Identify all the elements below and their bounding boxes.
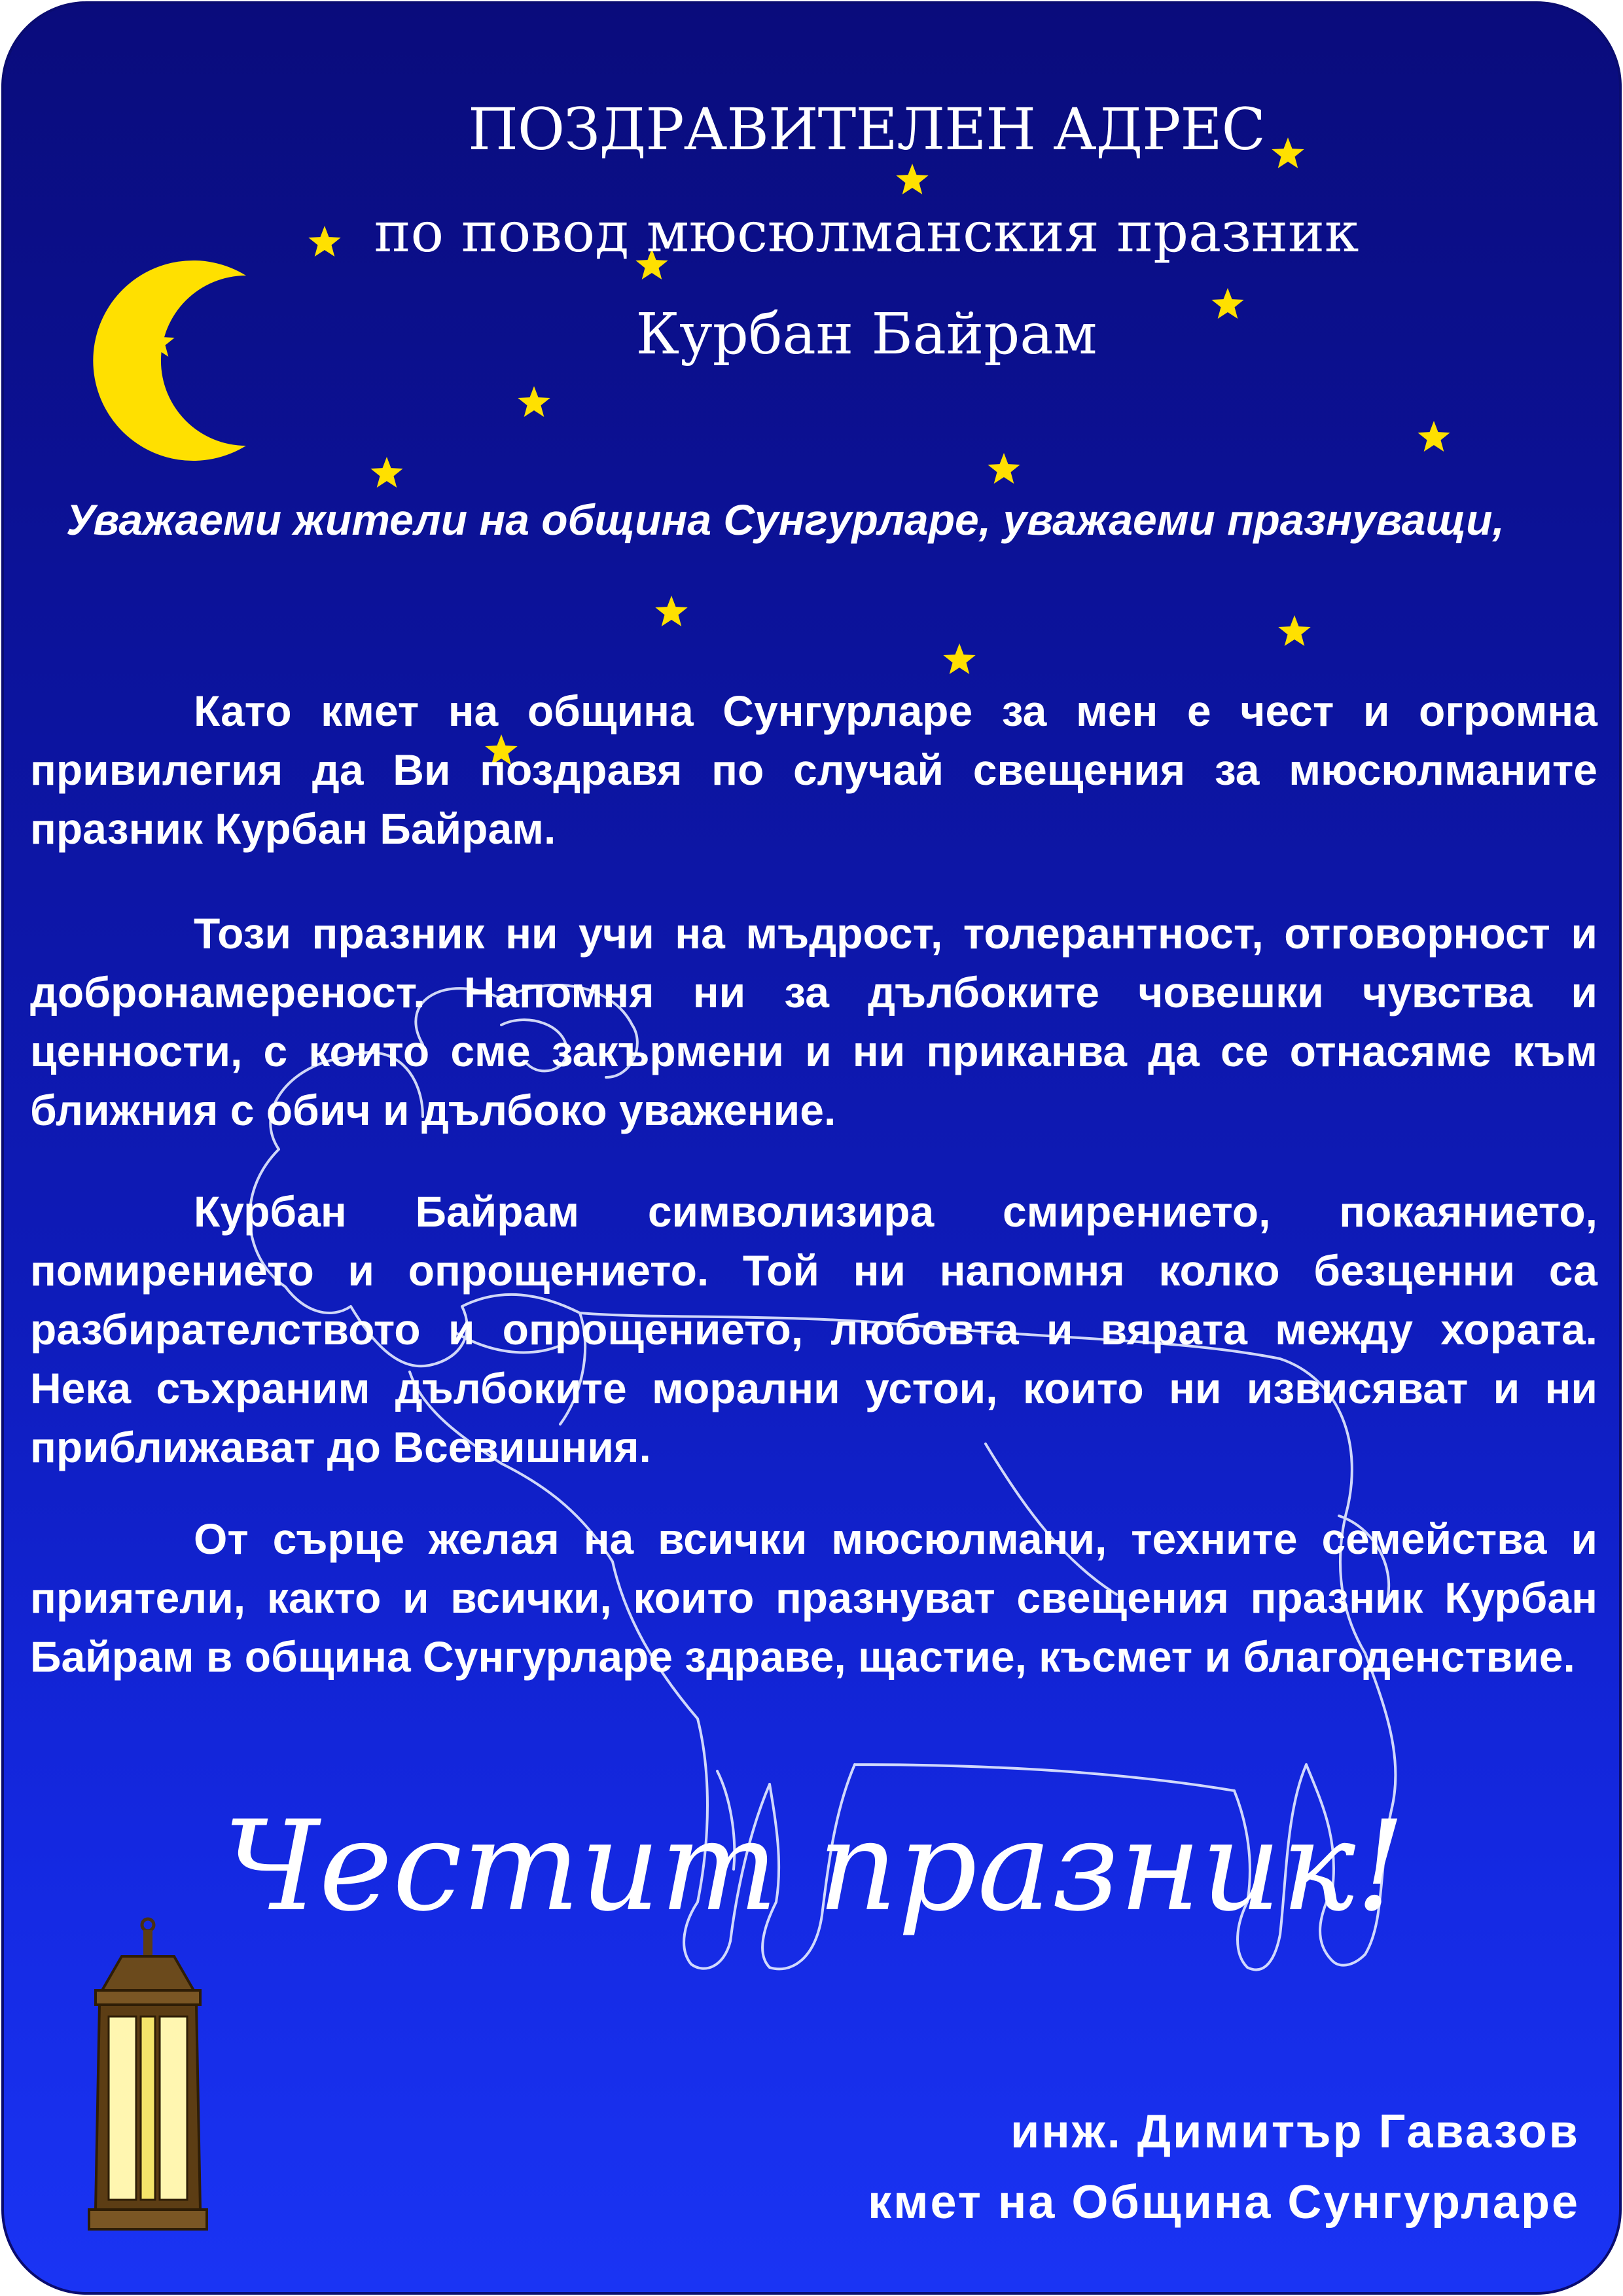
salutation: Уважаеми жители на община Сунгурларе, уважаеми празнуващи, — [66, 495, 1505, 544]
paragraph: Курбан Байрам символизира смирението, покаянието, помирението и опрощението. Той ни напомня колко безценни са разбирателството и опрощението, любовта и вярата между хората. Нека съхраним дълбоките морални устои, които ни извисяват и ни приближават до Всевишния. — [30, 1187, 1597, 1471]
holiday-name: Курбан Байрам — [635, 302, 1097, 367]
signature-name: инж. Димитър Гавазов — [1010, 2106, 1580, 2158]
star-icon — [988, 453, 1020, 484]
lantern-icon — [89, 1919, 207, 2229]
closing-wish: Честит празник! — [223, 1794, 1406, 1939]
star-icon — [370, 457, 402, 488]
paragraph: Този празник ни учи на мъдрост, толерантност, отговорност и добронамереност. Напомня ни за дълбоките човешки чувства и ценности, с които сме закърмени и ни приканва да се отнасяме към ближния с обич и дълбоко уважение. — [30, 909, 1597, 1134]
star-icon — [896, 164, 928, 194]
paragraph: От сърце желая на всички мюсюлмани, техните семейства и приятели, както и всички, които празнуват свещения празник Курбан Байрам в община Сунгурларе здраве, щастие, късмет и благоденствие. — [30, 1515, 1597, 1681]
greeting-card — [1, 1, 1622, 2295]
signature-position: кмет на Община Сунгурларе — [868, 2176, 1580, 2229]
star-icon — [1418, 421, 1450, 452]
page-title: ПОЗДРАВИТЕЛЕН АДРЕС — [468, 96, 1265, 163]
star-icon — [518, 386, 550, 417]
paragraph: Като кмет на община Сунгурларе за мен е чест и огромна привилегия да Ви поздравя по случай свещения за мюсюлманите празник Курбан Байрам. — [30, 687, 1597, 853]
subtitle: по повод мюсюлманския празник — [374, 200, 1359, 264]
star-icon — [1278, 615, 1310, 646]
star-icon — [943, 643, 975, 674]
star-icon — [655, 596, 687, 626]
